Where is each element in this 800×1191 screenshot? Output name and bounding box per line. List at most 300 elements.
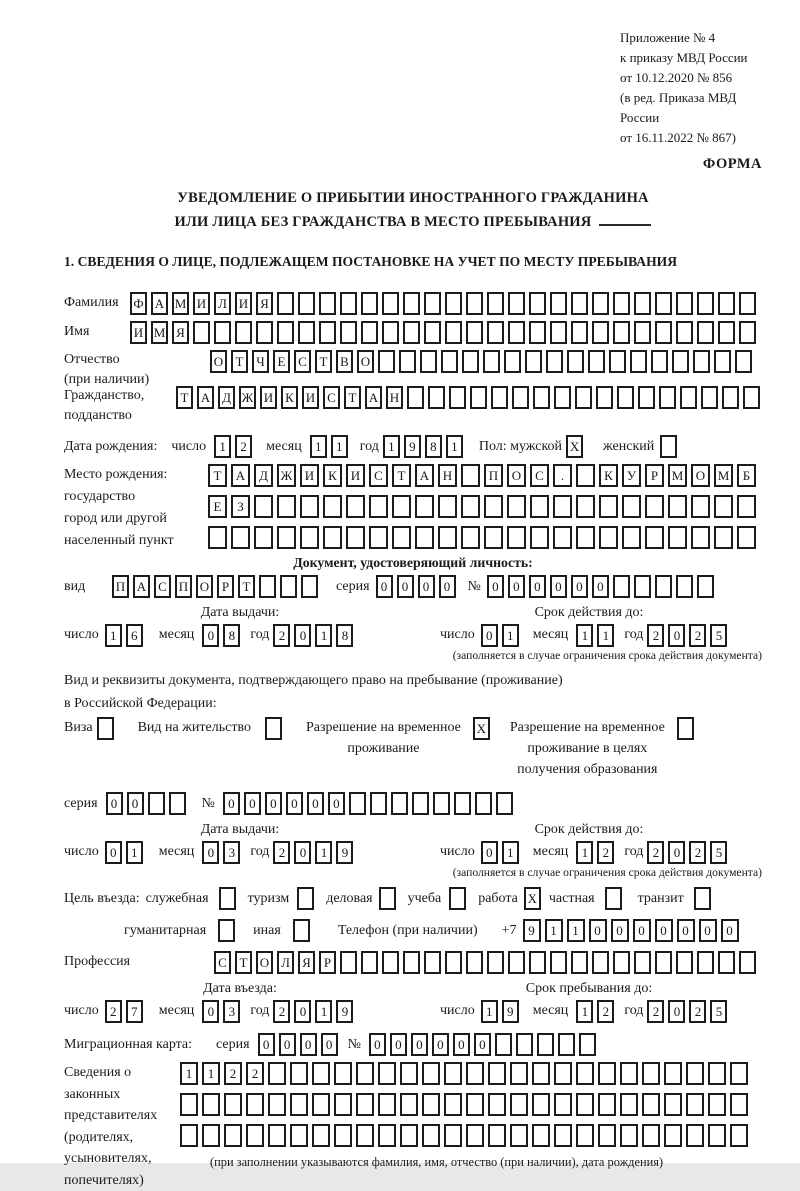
form-cell[interactable]: 2 (647, 1000, 664, 1023)
form-cell[interactable]: Ж (239, 386, 256, 409)
form-cell[interactable]: Р (645, 464, 664, 487)
form-cell[interactable]: С (294, 350, 311, 373)
form-cell[interactable]: 1 (214, 435, 231, 458)
form-cell[interactable] (508, 321, 525, 344)
form-cell[interactable]: 0 (300, 1033, 317, 1056)
form-cell[interactable] (655, 321, 672, 344)
form-cell[interactable] (676, 292, 693, 315)
form-cell[interactable]: 8 (223, 624, 240, 647)
form-cell[interactable] (642, 1093, 660, 1116)
form-cell[interactable] (300, 526, 319, 549)
form-cell[interactable] (400, 1062, 418, 1085)
form-cell[interactable] (246, 1093, 264, 1116)
form-cell[interactable] (488, 1062, 506, 1085)
form-cell[interactable]: 0 (481, 624, 498, 647)
form-cell[interactable]: 1 (481, 1000, 498, 1023)
form-cell[interactable]: Д (254, 464, 273, 487)
form-cell[interactable]: Т (235, 951, 252, 974)
form-cell[interactable] (613, 575, 630, 598)
form-cell[interactable] (655, 575, 672, 598)
form-cell[interactable]: 0 (571, 575, 588, 598)
form-cell[interactable] (697, 292, 714, 315)
form-cell[interactable]: 2 (246, 1062, 264, 1085)
form-cell[interactable] (550, 321, 567, 344)
form-cell[interactable] (382, 321, 399, 344)
form-cell[interactable]: С (369, 464, 388, 487)
form-cell[interactable]: С (214, 951, 231, 974)
form-cell[interactable]: 2 (597, 841, 614, 864)
form-cell[interactable] (370, 792, 387, 815)
form-cell[interactable]: 0 (202, 841, 219, 864)
form-cell[interactable]: 1 (105, 624, 122, 647)
form-cell[interactable] (507, 495, 526, 518)
form-cell[interactable] (739, 321, 756, 344)
form-cell[interactable] (677, 717, 694, 740)
form-cell[interactable] (466, 1124, 484, 1147)
form-cell[interactable] (340, 321, 357, 344)
form-cell[interactable]: А (133, 575, 150, 598)
form-cell[interactable] (592, 292, 609, 315)
form-cell[interactable] (620, 1062, 638, 1085)
form-cell[interactable]: 0 (721, 919, 739, 942)
form-cell[interactable]: 1 (180, 1062, 198, 1085)
form-cell[interactable] (686, 1093, 704, 1116)
form-cell[interactable]: 0 (432, 1033, 449, 1056)
form-cell[interactable] (290, 1124, 308, 1147)
form-cell[interactable] (571, 292, 588, 315)
form-cell[interactable] (466, 292, 483, 315)
form-cell[interactable]: Т (315, 350, 332, 373)
form-cell[interactable]: 0 (294, 841, 311, 864)
form-cell[interactable] (598, 1062, 616, 1085)
form-cell[interactable]: 0 (127, 792, 144, 815)
form-cell[interactable] (441, 350, 458, 373)
form-cell[interactable] (488, 1093, 506, 1116)
form-cell[interactable]: 5 (710, 624, 727, 647)
form-cell[interactable] (382, 951, 399, 974)
form-cell[interactable]: 0 (397, 575, 414, 598)
form-cell[interactable] (686, 1124, 704, 1147)
form-cell[interactable] (598, 1124, 616, 1147)
form-cell[interactable]: С (323, 386, 340, 409)
form-cell[interactable] (737, 495, 756, 518)
form-cell[interactable] (391, 792, 408, 815)
form-cell[interactable] (664, 1093, 682, 1116)
form-cell[interactable] (312, 1093, 330, 1116)
form-cell[interactable]: О (507, 464, 526, 487)
form-cell[interactable] (466, 1062, 484, 1085)
form-cell[interactable] (334, 1062, 352, 1085)
form-cell[interactable]: Т (208, 464, 227, 487)
form-cell[interactable] (718, 321, 735, 344)
form-cell[interactable] (613, 292, 630, 315)
form-cell[interactable] (496, 792, 513, 815)
form-cell[interactable]: 0 (418, 575, 435, 598)
form-cell[interactable] (579, 1033, 596, 1056)
form-cell[interactable] (525, 350, 542, 373)
form-cell[interactable] (708, 1093, 726, 1116)
form-cell[interactable] (596, 386, 613, 409)
form-cell[interactable] (510, 1062, 528, 1085)
form-cell[interactable] (180, 1093, 198, 1116)
form-cell[interactable]: 2 (235, 435, 252, 458)
form-cell[interactable] (576, 1124, 594, 1147)
form-cell[interactable]: 5 (710, 841, 727, 864)
form-cell[interactable]: Н (386, 386, 403, 409)
form-cell[interactable]: 1 (576, 624, 593, 647)
form-cell[interactable]: Я (256, 292, 273, 315)
form-cell[interactable] (300, 495, 319, 518)
form-cell[interactable]: 2 (689, 624, 706, 647)
form-cell[interactable] (403, 951, 420, 974)
form-cell[interactable] (510, 1093, 528, 1116)
form-cell[interactable]: 0 (589, 919, 607, 942)
form-cell[interactable] (449, 887, 466, 910)
form-cell[interactable] (622, 495, 641, 518)
form-cell[interactable] (301, 575, 318, 598)
form-cell[interactable]: 2 (273, 1000, 290, 1023)
form-cell[interactable]: 0 (223, 792, 240, 815)
form-cell[interactable]: 8 (425, 435, 442, 458)
form-cell[interactable]: И (235, 292, 252, 315)
form-cell[interactable]: X (566, 435, 583, 458)
form-cell[interactable] (571, 951, 588, 974)
form-cell[interactable] (379, 887, 396, 910)
form-cell[interactable] (399, 350, 416, 373)
form-cell[interactable]: 9 (336, 1000, 353, 1023)
form-cell[interactable] (378, 1093, 396, 1116)
form-cell[interactable] (454, 792, 471, 815)
form-cell[interactable] (265, 717, 282, 740)
form-cell[interactable] (651, 350, 668, 373)
form-cell[interactable]: К (323, 464, 342, 487)
form-cell[interactable] (378, 350, 395, 373)
form-cell[interactable]: О (196, 575, 213, 598)
form-cell[interactable]: 1 (315, 624, 332, 647)
form-cell[interactable]: 0 (202, 1000, 219, 1023)
form-cell[interactable] (714, 350, 731, 373)
form-cell[interactable] (148, 792, 165, 815)
form-cell[interactable]: 2 (689, 1000, 706, 1023)
form-cell[interactable]: Р (217, 575, 234, 598)
form-cell[interactable] (369, 526, 388, 549)
form-cell[interactable]: 1 (310, 435, 327, 458)
form-cell[interactable] (567, 350, 584, 373)
form-cell[interactable] (694, 887, 711, 910)
form-cell[interactable] (415, 495, 434, 518)
form-cell[interactable]: Т (392, 464, 411, 487)
form-cell[interactable] (445, 321, 462, 344)
form-cell[interactable]: А (151, 292, 168, 315)
form-cell[interactable] (676, 321, 693, 344)
form-cell[interactable]: 0 (244, 792, 261, 815)
form-cell[interactable]: С (530, 464, 549, 487)
form-cell[interactable] (356, 1124, 374, 1147)
form-cell[interactable]: 1 (202, 1062, 220, 1085)
form-cell[interactable] (224, 1093, 242, 1116)
form-cell[interactable] (508, 951, 525, 974)
form-cell[interactable] (466, 321, 483, 344)
form-cell[interactable] (668, 526, 687, 549)
form-cell[interactable] (697, 321, 714, 344)
form-cell[interactable]: И (260, 386, 277, 409)
form-cell[interactable]: 0 (411, 1033, 428, 1056)
form-cell[interactable] (349, 792, 366, 815)
form-cell[interactable] (290, 1062, 308, 1085)
form-cell[interactable] (508, 292, 525, 315)
form-cell[interactable] (466, 951, 483, 974)
form-cell[interactable] (202, 1124, 220, 1147)
form-cell[interactable]: Я (298, 951, 315, 974)
form-cell[interactable] (622, 526, 641, 549)
form-cell[interactable]: 1 (567, 919, 585, 942)
form-cell[interactable] (268, 1093, 286, 1116)
form-cell[interactable] (714, 526, 733, 549)
form-cell[interactable] (180, 1124, 198, 1147)
form-cell[interactable] (412, 792, 429, 815)
form-cell[interactable] (599, 495, 618, 518)
form-cell[interactable]: 1 (576, 841, 593, 864)
form-cell[interactable]: П (175, 575, 192, 598)
form-cell[interactable] (576, 1062, 594, 1085)
form-cell[interactable] (334, 1093, 352, 1116)
form-cell[interactable]: X (524, 887, 541, 910)
form-cell[interactable] (530, 526, 549, 549)
form-cell[interactable]: 0 (474, 1033, 491, 1056)
form-cell[interactable]: X (473, 717, 490, 740)
form-cell[interactable]: 2 (224, 1062, 242, 1085)
form-cell[interactable] (592, 951, 609, 974)
form-cell[interactable] (293, 919, 310, 942)
form-cell[interactable] (532, 1093, 550, 1116)
form-cell[interactable] (382, 292, 399, 315)
form-cell[interactable] (495, 1033, 512, 1056)
form-cell[interactable] (231, 526, 250, 549)
form-cell[interactable] (634, 575, 651, 598)
form-cell[interactable] (491, 386, 508, 409)
form-cell[interactable]: 1 (545, 919, 563, 942)
form-cell[interactable]: 1 (315, 841, 332, 864)
form-cell[interactable] (484, 495, 503, 518)
form-cell[interactable] (617, 386, 634, 409)
form-cell[interactable] (487, 321, 504, 344)
form-cell[interactable] (730, 1093, 748, 1116)
form-cell[interactable] (193, 321, 210, 344)
form-cell[interactable] (214, 321, 231, 344)
form-cell[interactable] (312, 1124, 330, 1147)
form-cell[interactable] (659, 386, 676, 409)
form-cell[interactable]: И (346, 464, 365, 487)
form-cell[interactable]: 1 (126, 841, 143, 864)
form-cell[interactable]: 1 (502, 624, 519, 647)
form-cell[interactable] (576, 1093, 594, 1116)
form-cell[interactable] (461, 526, 480, 549)
form-cell[interactable]: 0 (655, 919, 673, 942)
form-cell[interactable]: 2 (273, 624, 290, 647)
form-cell[interactable] (475, 792, 492, 815)
form-cell[interactable]: 3 (223, 841, 240, 864)
form-cell[interactable] (605, 887, 622, 910)
form-cell[interactable]: А (365, 386, 382, 409)
form-cell[interactable]: Т (344, 386, 361, 409)
form-cell[interactable] (400, 1124, 418, 1147)
form-cell[interactable]: Е (273, 350, 290, 373)
form-cell[interactable] (743, 386, 760, 409)
form-cell[interactable] (312, 1062, 330, 1085)
form-cell[interactable]: 0 (508, 575, 525, 598)
form-cell[interactable] (697, 575, 714, 598)
form-cell[interactable] (554, 1093, 572, 1116)
form-cell[interactable]: О (210, 350, 227, 373)
form-cell[interactable]: 0 (106, 792, 123, 815)
form-cell[interactable]: Н (438, 464, 457, 487)
form-cell[interactable]: Ч (252, 350, 269, 373)
form-cell[interactable]: 9 (336, 841, 353, 864)
form-cell[interactable] (369, 495, 388, 518)
form-cell[interactable] (334, 1124, 352, 1147)
form-cell[interactable]: 0 (258, 1033, 275, 1056)
form-cell[interactable] (445, 951, 462, 974)
form-cell[interactable]: 0 (105, 841, 122, 864)
form-cell[interactable] (246, 1124, 264, 1147)
form-cell[interactable]: Л (277, 951, 294, 974)
form-cell[interactable] (208, 526, 227, 549)
form-cell[interactable]: И (302, 386, 319, 409)
form-cell[interactable]: 0 (279, 1033, 296, 1056)
form-cell[interactable] (97, 717, 114, 740)
form-cell[interactable] (554, 386, 571, 409)
form-cell[interactable] (530, 495, 549, 518)
form-cell[interactable]: 0 (592, 575, 609, 598)
form-cell[interactable]: 2 (105, 1000, 122, 1023)
form-cell[interactable]: 0 (439, 575, 456, 598)
form-cell[interactable] (516, 1033, 533, 1056)
form-cell[interactable]: 0 (307, 792, 324, 815)
form-cell[interactable] (554, 1062, 572, 1085)
form-cell[interactable]: Т (231, 350, 248, 373)
form-cell[interactable]: 0 (699, 919, 717, 942)
form-cell[interactable]: 2 (273, 841, 290, 864)
form-cell[interactable]: И (193, 292, 210, 315)
form-cell[interactable] (445, 292, 462, 315)
form-cell[interactable] (575, 386, 592, 409)
form-cell[interactable]: 1 (315, 1000, 332, 1023)
form-cell[interactable]: . (553, 464, 572, 487)
form-cell[interactable] (361, 321, 378, 344)
form-cell[interactable]: 0 (202, 624, 219, 647)
form-cell[interactable] (655, 292, 672, 315)
form-cell[interactable] (169, 792, 186, 815)
form-cell[interactable]: 5 (710, 1000, 727, 1023)
form-cell[interactable] (424, 951, 441, 974)
form-cell[interactable]: К (599, 464, 618, 487)
form-cell[interactable] (546, 350, 563, 373)
form-cell[interactable] (537, 1033, 554, 1056)
form-cell[interactable]: С (154, 575, 171, 598)
form-cell[interactable] (424, 321, 441, 344)
form-cell[interactable] (691, 495, 710, 518)
form-cell[interactable] (668, 495, 687, 518)
form-cell[interactable] (735, 350, 752, 373)
form-cell[interactable] (645, 495, 664, 518)
form-cell[interactable] (620, 1124, 638, 1147)
form-cell[interactable] (298, 321, 315, 344)
form-cell[interactable]: 2 (597, 1000, 614, 1023)
form-cell[interactable]: 0 (390, 1033, 407, 1056)
form-cell[interactable]: Ж (277, 464, 296, 487)
form-cell[interactable]: 1 (502, 841, 519, 864)
form-cell[interactable]: 0 (453, 1033, 470, 1056)
form-cell[interactable] (392, 495, 411, 518)
form-cell[interactable] (403, 292, 420, 315)
form-cell[interactable] (268, 1124, 286, 1147)
form-cell[interactable] (259, 575, 276, 598)
form-cell[interactable] (592, 321, 609, 344)
form-cell[interactable]: М (714, 464, 733, 487)
form-cell[interactable] (554, 1124, 572, 1147)
form-cell[interactable]: П (112, 575, 129, 598)
form-cell[interactable]: Е (208, 495, 227, 518)
form-cell[interactable]: 0 (487, 575, 504, 598)
form-cell[interactable] (680, 386, 697, 409)
form-cell[interactable] (277, 292, 294, 315)
form-cell[interactable] (356, 1093, 374, 1116)
form-cell[interactable] (444, 1093, 462, 1116)
form-cell[interactable]: 0 (294, 624, 311, 647)
form-cell[interactable]: 2 (689, 841, 706, 864)
form-cell[interactable] (504, 350, 521, 373)
form-cell[interactable]: Б (737, 464, 756, 487)
form-cell[interactable] (693, 350, 710, 373)
form-cell[interactable] (290, 1093, 308, 1116)
form-cell[interactable]: 0 (677, 919, 695, 942)
form-cell[interactable] (642, 1124, 660, 1147)
form-cell[interactable] (378, 1062, 396, 1085)
form-cell[interactable]: 0 (550, 575, 567, 598)
form-cell[interactable]: 7 (126, 1000, 143, 1023)
form-cell[interactable] (202, 1093, 220, 1116)
form-cell[interactable]: 1 (331, 435, 348, 458)
form-cell[interactable] (488, 1124, 506, 1147)
form-cell[interactable]: 9 (502, 1000, 519, 1023)
form-cell[interactable] (428, 386, 445, 409)
form-cell[interactable] (444, 1062, 462, 1085)
form-cell[interactable] (613, 321, 630, 344)
form-cell[interactable] (660, 435, 677, 458)
form-cell[interactable] (254, 495, 273, 518)
form-cell[interactable] (714, 495, 733, 518)
form-cell[interactable]: 0 (294, 1000, 311, 1023)
form-cell[interactable]: 0 (668, 624, 685, 647)
form-cell[interactable] (708, 1124, 726, 1147)
form-cell[interactable] (630, 350, 647, 373)
form-cell[interactable] (361, 292, 378, 315)
form-cell[interactable] (553, 495, 572, 518)
form-cell[interactable] (718, 951, 735, 974)
form-cell[interactable] (461, 464, 480, 487)
form-cell[interactable] (576, 495, 595, 518)
form-cell[interactable] (550, 292, 567, 315)
form-cell[interactable] (438, 526, 457, 549)
form-cell[interactable]: 0 (376, 575, 393, 598)
form-cell[interactable] (697, 951, 714, 974)
form-cell[interactable]: З (231, 495, 250, 518)
form-cell[interactable] (487, 951, 504, 974)
form-cell[interactable]: М (668, 464, 687, 487)
form-cell[interactable] (664, 1062, 682, 1085)
form-cell[interactable] (319, 292, 336, 315)
form-cell[interactable] (730, 1124, 748, 1147)
